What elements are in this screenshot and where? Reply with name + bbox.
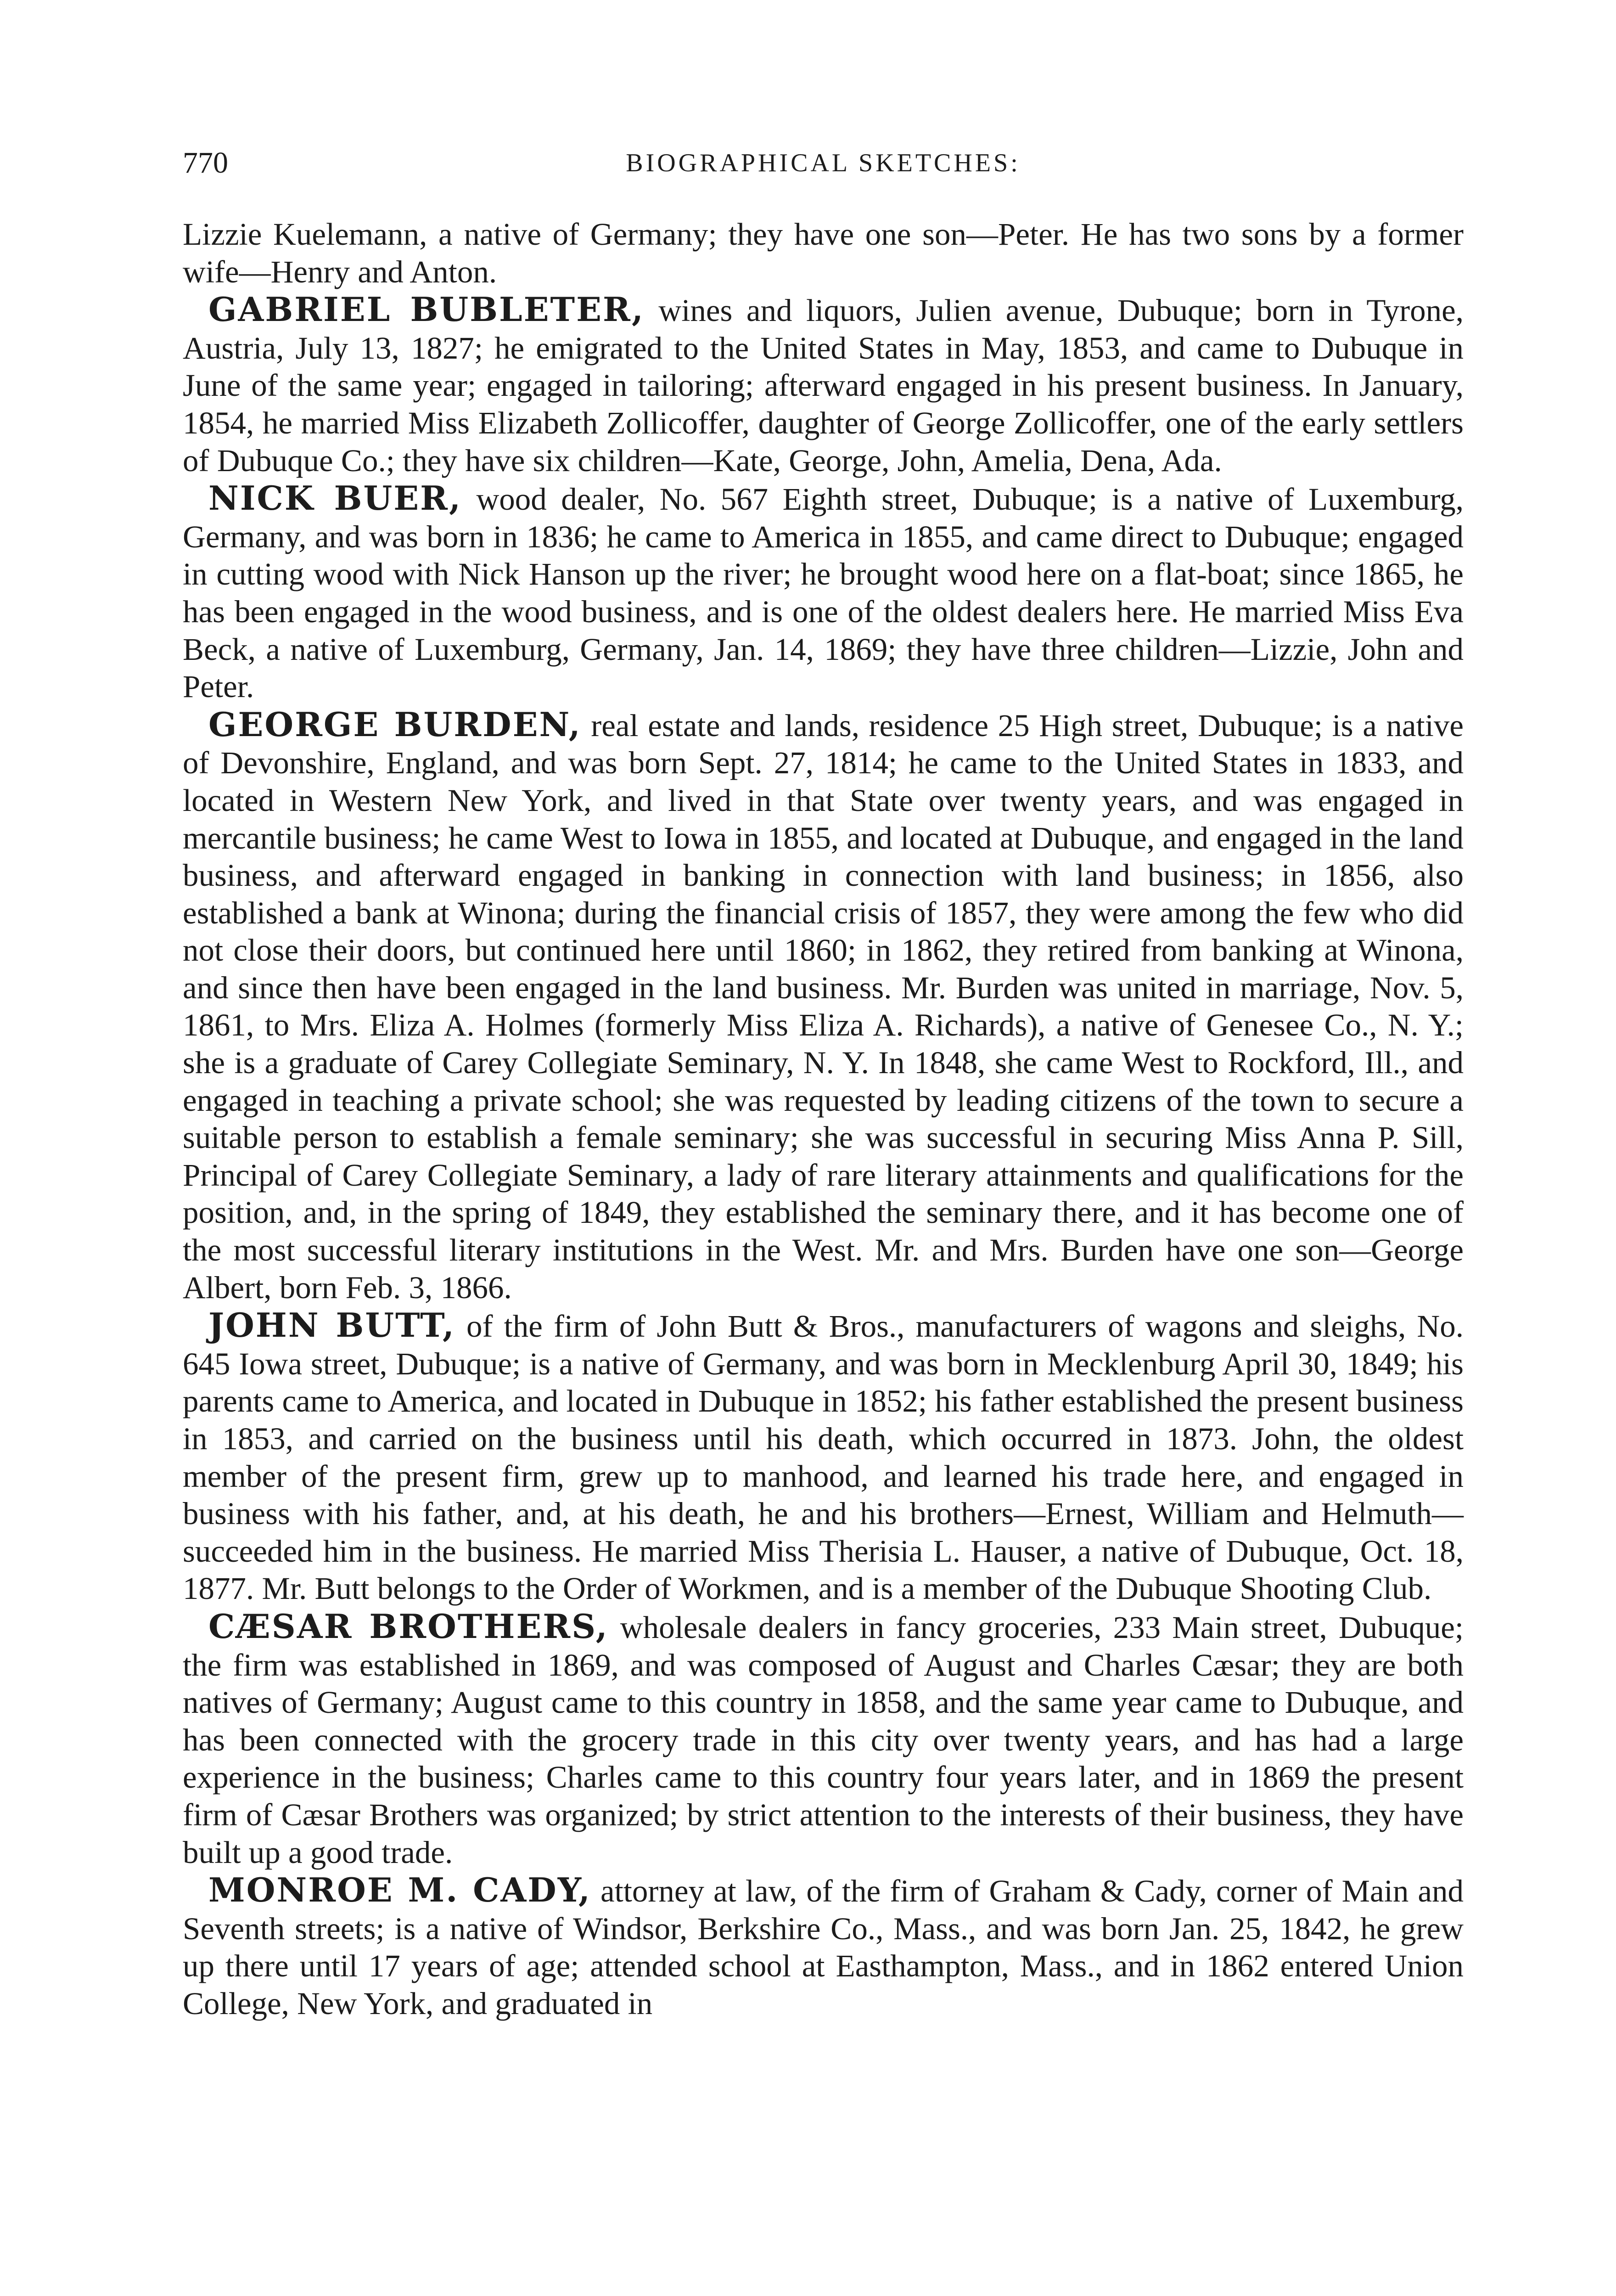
entry-text: wood dealer, No. 567 Eighth street, Dubuque; is a native of Luxemburg, Germany, and was born in 1836; he came to America in 1855, and came direct to Dubuque; engaged in cutting wood with Nick Hanson up the river; he brought wood here on a flat-boat; since 1865, he has been engaged in the wood business, and is one of the oldest dealers here. He married Miss Eva Beck, a native of Luxemburg, Germany, Jan. 14, 1869; they have three children—Lizzie, John and Peter. [183, 482, 1464, 704]
book-page [183, 138, 1464, 2023]
entry-nick-buer [183, 479, 1464, 706]
opening-paragraph: Lizzie Kuelemann, a native of Germany; they have one son—Peter. He has two sons by a former wife—Henry and Anton. [183, 217, 1464, 289]
entry-text: attorney at law, of the firm of Graham & Cady, corner of Main and Seventh streets; is a native of Windsor, Berkshire Co., Mass., and was born Jan. 25, 1842, he grew up there until 17 years of age; attended school at Easthampton, Mass., and in 1862 entered Union College, New York, and graduated in [183, 1874, 1464, 2021]
entry-text: wines and liquors, Julien avenue, Dubuque; born in Tyrone, Austria, July 13, 1827; he emigrated to the United States in May, 1853, and came to Dubuque in June of the same year; engaged in tailoring; afterward engaged in his present business. In January, 1854, he married Miss Elizabeth Zollicoffer, daughter of George Zollicoffer, one of the early settlers of Dubuque Co.; they have six children—Kate, George, John, Amelia, Dena, Ada. [183, 293, 1464, 478]
entry-text: of the firm of John Butt & Bros., manufacturers of wagons and sleighs, No. 645 Iowa street, Dubuque; is a native of Germany, and was born in Mecklenburg April 30, 1849; his parents came to America, and located in Dubuque in 1852; his father established the present business in 1853, and carried on the business until his death, which occurred in 1873. John, the oldest member of the present firm, grew up to manhood, and learned his trade here, and engaged in business with his father, and, at his death, he and his brothers—Ernest, William and Helmuth—succeeded him in the business. He married Miss Therisia L. Hauser, a native of Dubuque, Oct. 18, 1877. Mr. Butt belongs to the Order of Workmen, and is a member of the Dubuque Shooting Club. [183, 1309, 1464, 1606]
page-header [183, 138, 1464, 188]
entry-monroe-m-cady [183, 1871, 1464, 2022]
running-head: BIOGRAPHICAL SKETCHES: [626, 149, 1021, 177]
entry-text: wholesale dealers in fancy groceries, 233 Main street, Dubuque; the firm was established in 1869, and was composed of August and Charles Cæsar; they are both natives of Germany; August came to this country in 1858, and the same year came to Dubuque, and has been connected with the grocery trade in this city over twenty years, and has had a large experience in the business; Charles came to this country four years later, and in 1869 the present firm of Cæsar Brothers was organized; by strict attention to the interests of their business, they have built up a good trade. [183, 1609, 1464, 1870]
entry-name: GABRIEL BUBLETER, [208, 290, 645, 329]
entry-name: CÆSAR BROTHERS, [208, 1606, 609, 1646]
entry-john-butt [183, 1306, 1464, 1608]
entry-name: GEORGE BURDEN, [208, 704, 582, 744]
page-number: 770 [183, 146, 228, 180]
entry-george-burden [183, 706, 1464, 1307]
body-text [183, 216, 1464, 2023]
entry-name: MONROE M. CADY, [208, 1870, 591, 1910]
entry-name: JOHN BUTT, [208, 1306, 455, 1345]
entry-text: real estate and lands, residence 25 High street, Dubuque; is a native of Devonshire, England, and was born Sept. 27, 1814; he came to the United States in 1833, and located in Western New York, and lived in that State over twenty years, and was engaged in mercantile business; he came West to Iowa in 1855, and located at Dubuque, and engaged in the land business, and afterward engaged in banking in connection with land business; in 1856, also established a bank at Winona; during the financial crisis of 1857, they were among the few who did not close their doors, but continued here until 1860; in 1862, they retired from banking at Winona, and since then have been engaged in the land business. Mr. Burden was united in marriage, Nov. 5, 1861, to Mrs. Eliza A. Holmes (formerly Miss Eliza A. Richards), a native of Genesee Co., N. Y.; she is a graduate of Carey Collegiate Seminary, N. Y. In 1848, she came West to Rockford, Ill., and engaged in teaching a private school; she was requested by leading citizens of the town to secure a suitable person to establish a female seminary; she was successful in securing Miss Anna P. Sill, Principal of Carey Collegiate Seminary, a lady of rare literary attainments and qualifications for the position, and, in the spring of 1849, they established the seminary there, and it has become one of the most successful literary institutions in the West. Mr. and Mrs. Burden have one son—George Albert, born Feb. 3, 1866. [183, 708, 1464, 1305]
entry-name: NICK BUER, [208, 478, 462, 518]
entry-gabriel-bubleter [183, 291, 1464, 479]
entry-caesar-brothers [183, 1608, 1464, 1871]
